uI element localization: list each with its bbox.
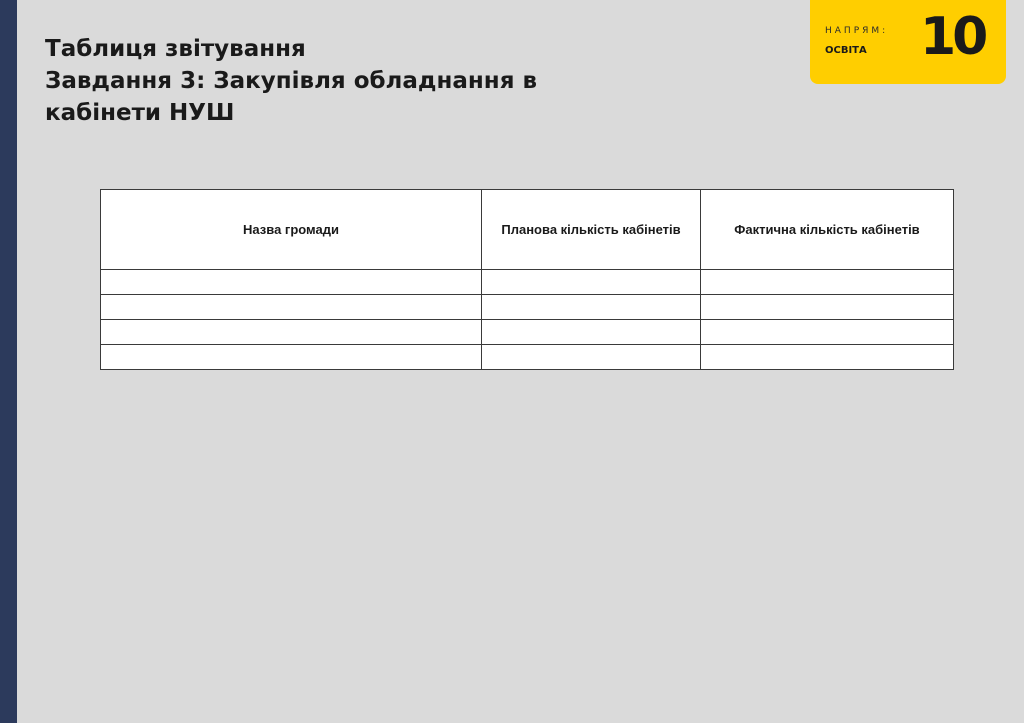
table-row — [101, 345, 954, 370]
table-row — [101, 320, 954, 345]
page-title — [45, 33, 537, 129]
table-cell[interactable] — [701, 345, 954, 370]
badge-label: НАПРЯМ: — [825, 26, 889, 36]
table-cell[interactable] — [701, 320, 954, 345]
title-line-2: Завдання 3: Закупівля обладнання в — [45, 68, 538, 94]
table-header-row — [101, 190, 954, 270]
table-cell[interactable] — [101, 270, 482, 295]
table-row — [101, 270, 954, 295]
table-cell[interactable] — [482, 345, 701, 370]
header-community-name: Назва громади — [101, 190, 482, 270]
badge-number: 10 — [920, 7, 985, 67]
table-cell[interactable] — [482, 295, 701, 320]
table-cell[interactable] — [101, 320, 482, 345]
table-cell[interactable] — [101, 345, 482, 370]
table-cell[interactable] — [482, 320, 701, 345]
title-line-3: кабінети НУШ — [45, 100, 235, 126]
direction-badge — [810, 0, 1006, 84]
table-cell[interactable] — [482, 270, 701, 295]
table-cell[interactable] — [701, 270, 954, 295]
header-actual-count: Фактична кількість кабінетів — [701, 190, 954, 270]
badge-category: ОСВІТА — [825, 45, 867, 56]
table-cell[interactable] — [701, 295, 954, 320]
left-accent-stripe — [0, 0, 17, 723]
table-cell[interactable] — [101, 295, 482, 320]
table-row — [101, 295, 954, 320]
header-planned-count: Планова кількість кабінетів — [482, 190, 701, 270]
report-table — [100, 189, 954, 370]
title-line-1: Таблиця звітування — [45, 36, 306, 62]
